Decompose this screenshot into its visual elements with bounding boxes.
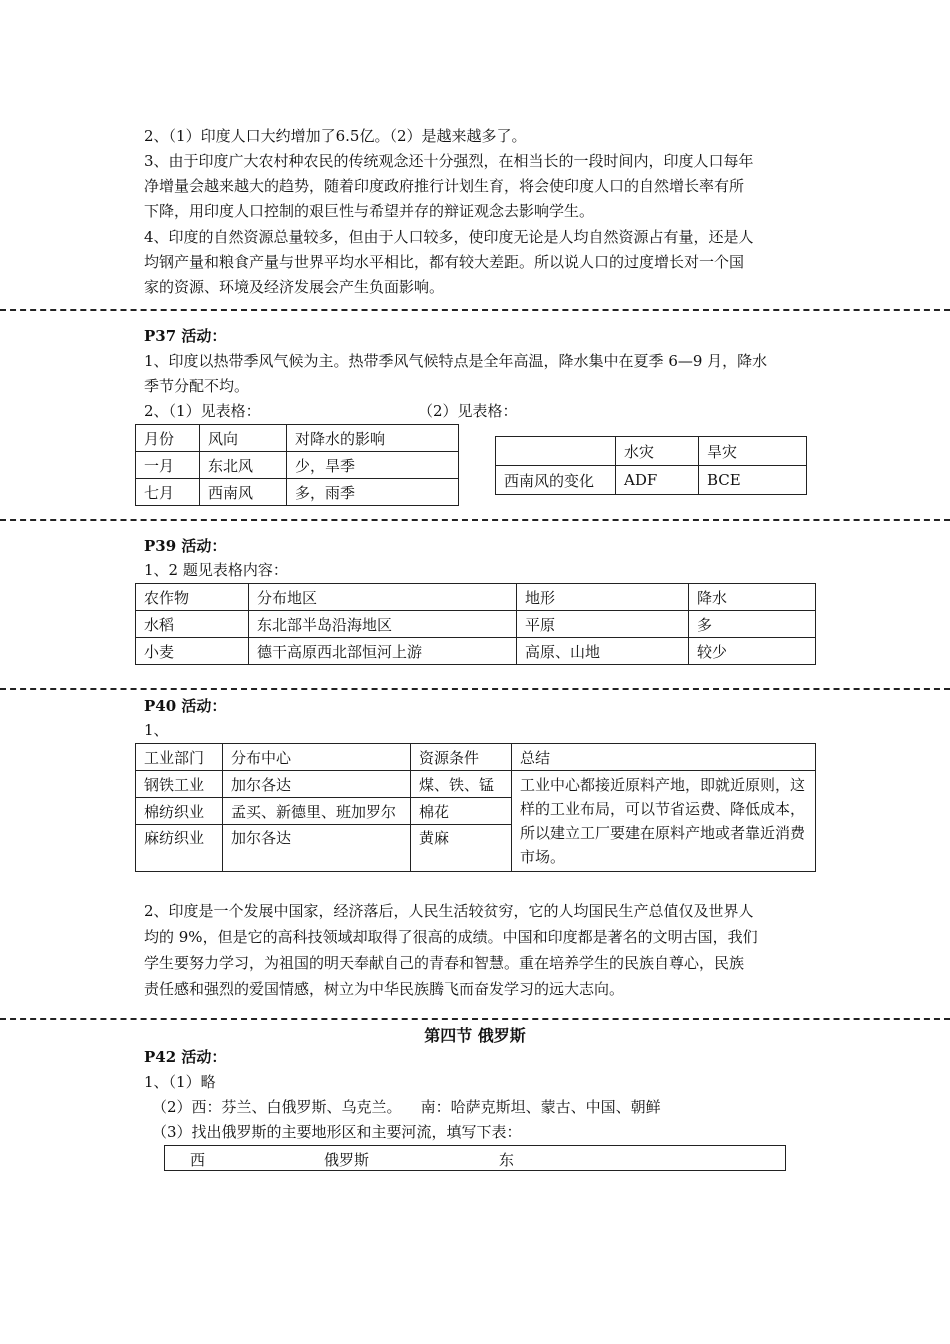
p37-q2-left: 2、（1）见表格：: [144, 402, 261, 420]
table-cell: 煤、铁、锰: [411, 771, 512, 798]
table-header-cell: 降水: [689, 584, 816, 611]
table-cell: 加尔各达: [223, 771, 411, 798]
table-header-cell: 资源条件: [411, 744, 512, 771]
table-header-cell: 总结: [512, 744, 816, 771]
table-cell: 棉花: [411, 798, 512, 825]
p42-q3: （3）找出俄罗斯的主要地形区和主要河流，填写下表：: [152, 1123, 522, 1141]
table-cell: 孟买、新德里、班加罗尔: [223, 798, 411, 825]
answer-q3-line2: 净增量会越来越大的趋势，随着印度政府推行计划生育，将会使印度人口的自然增长率有所: [144, 177, 745, 195]
table-header-cell: 分布地区: [249, 584, 517, 611]
table-cell: 七月: [136, 479, 200, 506]
table-cell: 高原、山地: [517, 638, 689, 665]
p37-heading: P37 活动：: [144, 327, 227, 345]
answer-q4-line1: 4、印度的自然资源总量较多，但由于人口较多，使印度无论是人均自然资源占有量，还是人: [144, 228, 754, 246]
section-divider: [0, 688, 950, 690]
p40-q2-line4: 责任感和强烈的爱国情感，树立为中华民族腾飞而奋发学习的远大志向。: [144, 980, 625, 998]
p42-q2: （2）西：芬兰、白俄罗斯、乌克兰。 南：哈萨克斯坦、蒙古、中国、朝鲜: [152, 1098, 661, 1116]
table-cell: 黄麻: [411, 825, 512, 872]
table-cell: 多: [689, 611, 816, 638]
crop-table: [135, 583, 816, 665]
answer-q4-line3: 家的资源、环境及经济发展会产生负面影响。: [144, 278, 445, 296]
table-header-row: [136, 425, 459, 452]
table-header-cell: 旱灾: [699, 437, 807, 466]
answer-q4-line2: 均钢产量和粮食产量与世界平均水平相比，都有较大差距。所以说人口的过度增长对一个国: [144, 253, 745, 271]
disaster-table: [495, 436, 807, 495]
table-header-cell: [496, 437, 616, 466]
p42-q1: 1、（1）略: [144, 1073, 216, 1091]
answer-q3-line3: 下降，用印度人口控制的艰巨性与希望并存的辩证观念去影响学生。: [144, 202, 595, 220]
p40-q2-line2: 均的 9%，但是它的高科技领域却取得了很高的成绩。中国和印度都是著名的文明古国，我们: [144, 928, 758, 946]
table-cell: 一月: [136, 452, 200, 479]
east-label: 东: [499, 1151, 515, 1169]
summary-cell: 工业中心都接近原料产地，即就近原则，这样的工业布局，可以节省运费、降低成本，所以建立工厂要建在原料产地或者靠近消费市场。: [512, 771, 816, 872]
table-cell: 较少: [689, 638, 816, 665]
table-cell: 水稻: [136, 611, 249, 638]
table-header-row: [136, 744, 816, 771]
p39-heading: P39 活动：: [144, 537, 227, 555]
table-cell: 钢铁工业: [136, 771, 223, 798]
table-header-cell: 对降水的影响: [287, 425, 459, 452]
table-cell: ADF: [616, 466, 699, 495]
table-header-cell: 月份: [136, 425, 200, 452]
west-label: 西: [190, 1151, 206, 1169]
table-cell: 加尔各达: [223, 825, 411, 872]
table-cell: 东北部半岛沿海地区: [249, 611, 517, 638]
table-header-cell: 水灾: [616, 437, 699, 466]
table-cell: 东北风: [200, 452, 287, 479]
table-header-row: [496, 437, 807, 466]
section-title: 第四节 俄罗斯: [424, 1026, 526, 1045]
section-divider: [0, 519, 950, 521]
table-row: [136, 638, 816, 665]
p42-heading: P42 活动：: [144, 1048, 227, 1066]
table-cell: 麻纺织业: [136, 825, 223, 872]
table-header-cell: 风向: [200, 425, 287, 452]
table-cell: 西南风: [200, 479, 287, 506]
table-header-cell: 农作物: [136, 584, 249, 611]
answer-q3-line1: 3、由于印度广大农村种农民的传统观念还十分强烈，在相当长的一段时间内，印度人口每年: [144, 152, 754, 170]
table-cell: 多，雨季: [287, 479, 459, 506]
section-divider: [0, 1018, 950, 1020]
table-row: [136, 771, 816, 798]
p40-heading: P40 活动：: [144, 697, 227, 715]
answer-q2: 2、（1）印度人口大约增加了6.5亿。（2）是越来越多了。: [144, 127, 527, 145]
table-cell: 少，旱季: [287, 452, 459, 479]
table-cell: 平原: [517, 611, 689, 638]
industry-table: [135, 743, 816, 872]
russia-label: 俄罗斯: [324, 1151, 370, 1169]
table-cell: 德干高原西北部恒河上游: [249, 638, 517, 665]
table-row: [136, 611, 816, 638]
table-cell: BCE: [699, 466, 807, 495]
p40-q2-line1: 2、印度是一个发展中国家，经济落后，人民生活较贫穷，它的人均国民生产总值仅及世界人: [144, 902, 754, 920]
p37-q2-right: （2）见表格：: [418, 402, 518, 420]
table-cell: 西南风的变化: [496, 466, 616, 495]
section-divider: [0, 309, 950, 311]
p40-q1: 1、: [144, 721, 169, 739]
wind-table: [135, 424, 459, 506]
table-cell: 棉纺织业: [136, 798, 223, 825]
table-row: [136, 452, 459, 479]
table-cell: 小麦: [136, 638, 249, 665]
p37-q1-line1: 1、印度以热带季风气候为主。热带季风气候特点是全年高温，降水集中在夏季 6—9 月，降水: [144, 352, 768, 370]
table-row: [136, 479, 459, 506]
p39-intro: 1、2 题见表格内容：: [144, 561, 288, 579]
p37-q1-line2: 季节分配不均。: [144, 377, 250, 395]
p40-q2-line3: 学生要努力学习，为祖国的明天奉献自己的青春和智慧。重在培养学生的民族自尊心，民族: [144, 954, 745, 972]
table-header-cell: 分布中心: [223, 744, 411, 771]
table-header-row: [136, 584, 816, 611]
table-header-cell: 工业部门: [136, 744, 223, 771]
russia-fill-table: [164, 1145, 786, 1171]
table-row: [496, 466, 807, 495]
table-header-cell: 地形: [517, 584, 689, 611]
